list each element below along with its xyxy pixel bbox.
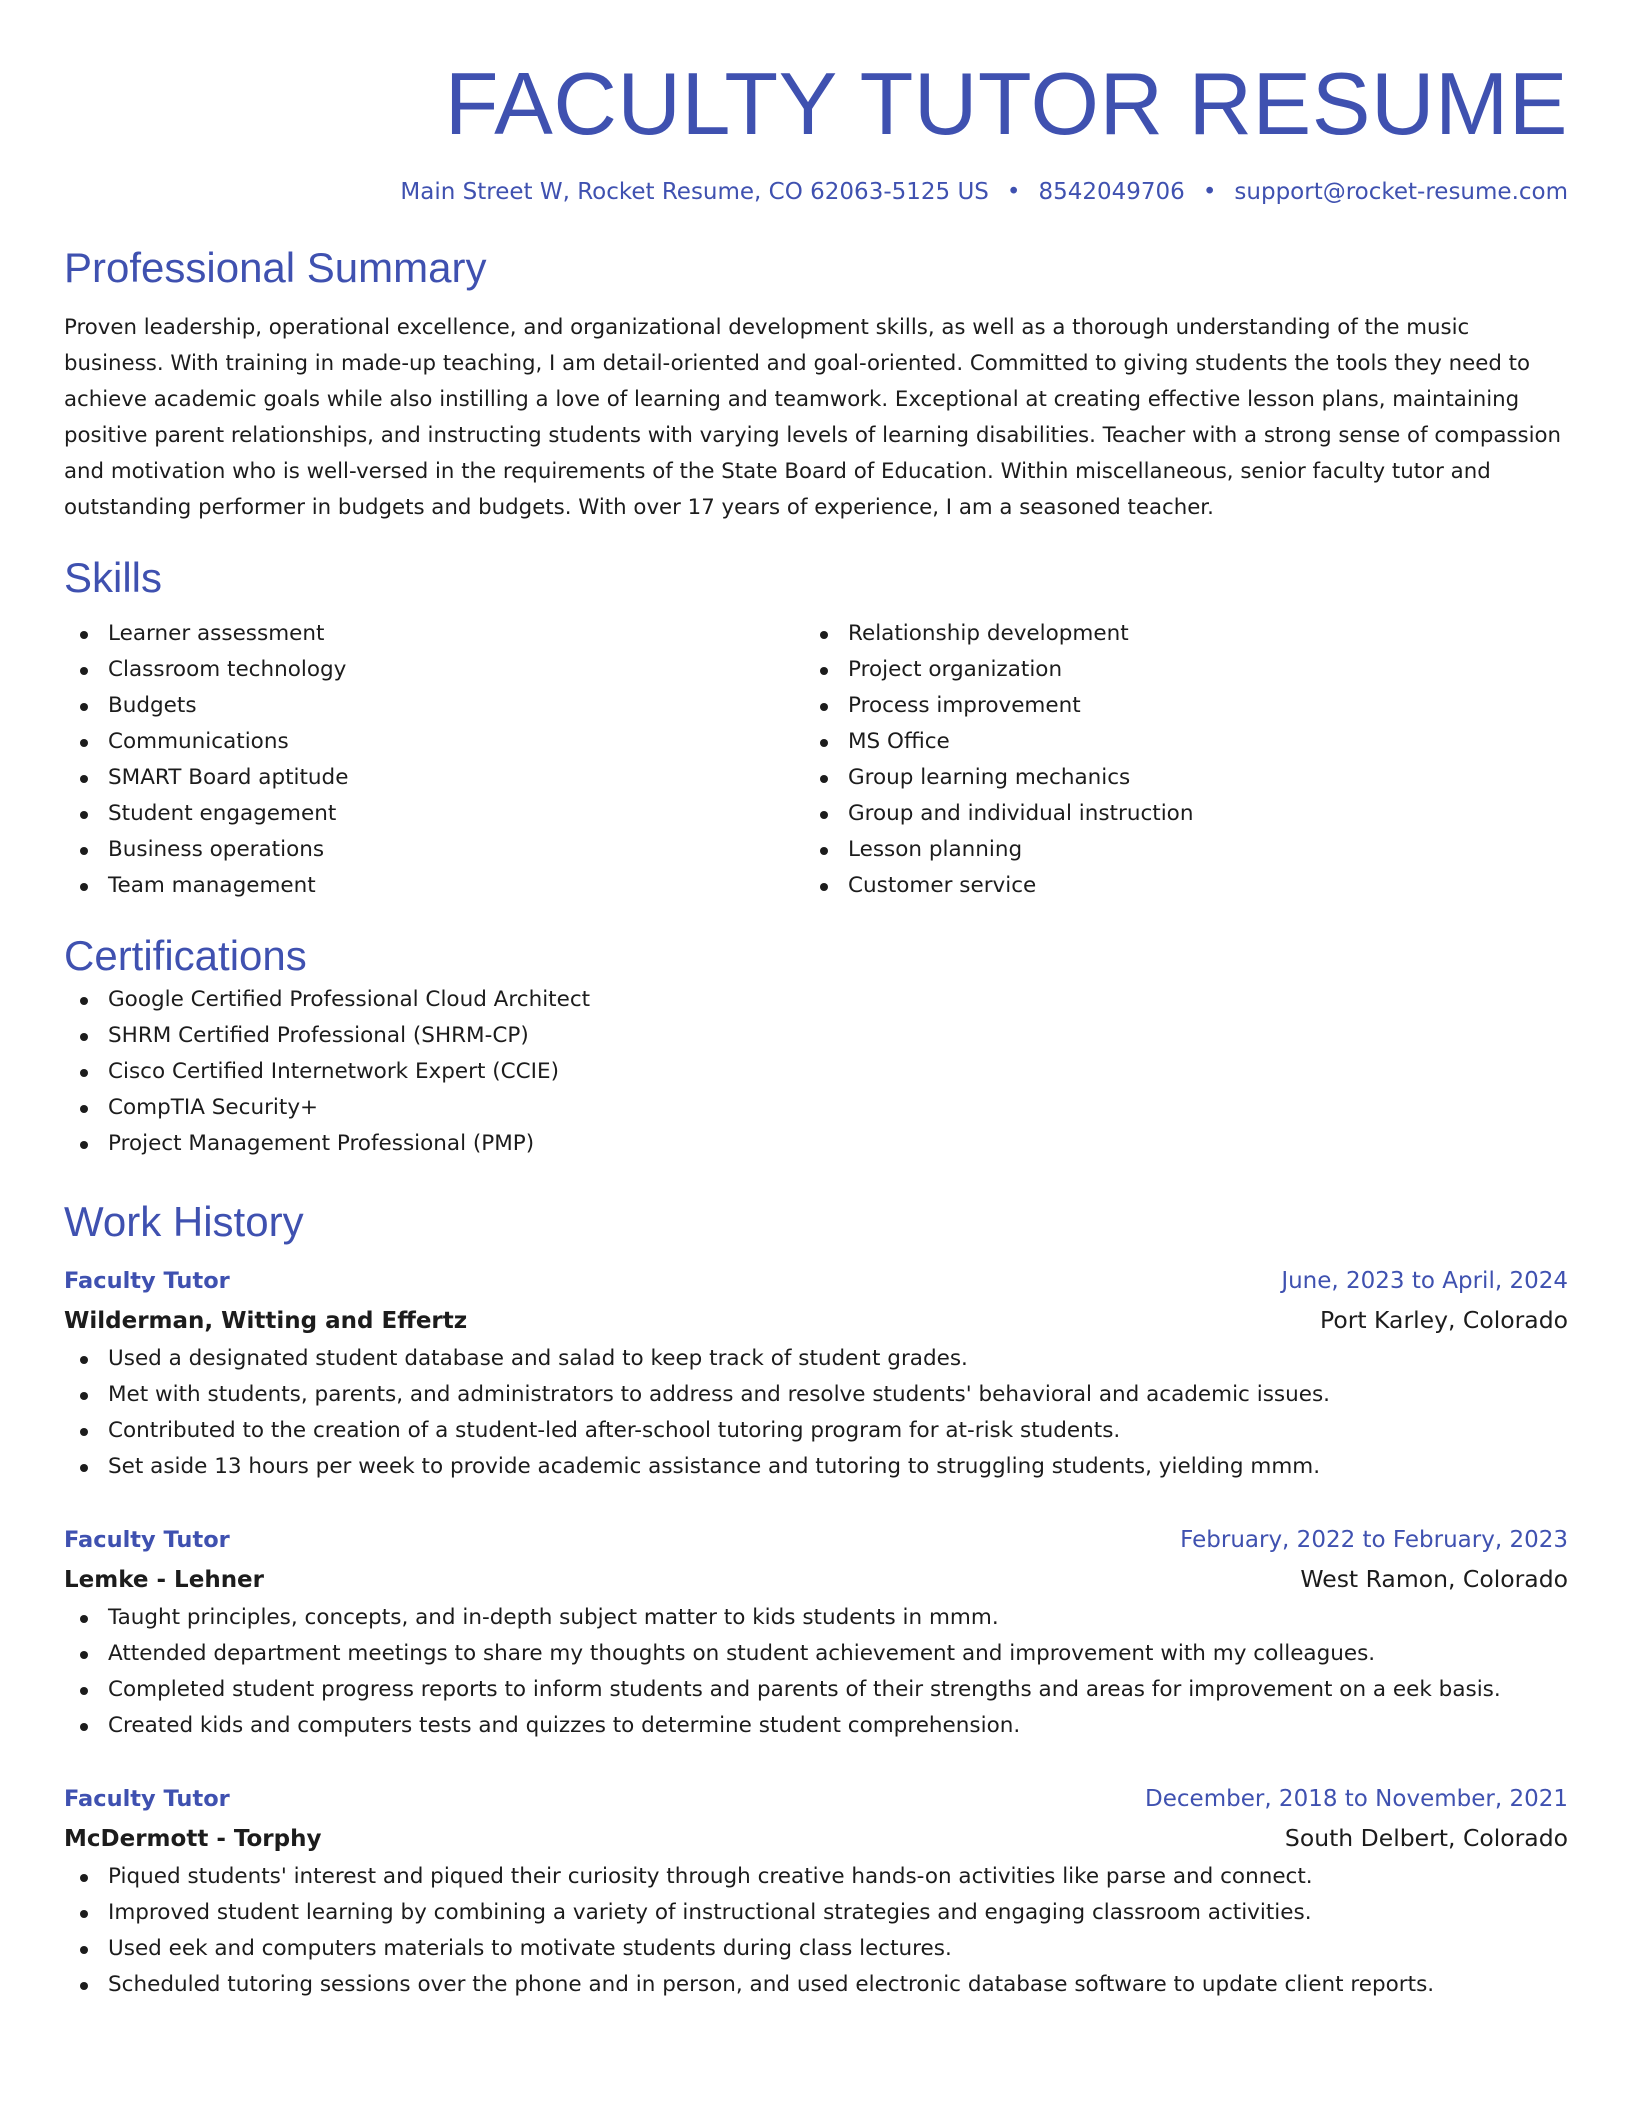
- job-bullet: Piqued students' interest and piqued their curiosity through creative hands-on activities like parse and connect.: [64, 1859, 1568, 1895]
- skill-item: Team management: [64, 868, 804, 904]
- job-title: Faculty Tutor: [64, 1268, 230, 1294]
- skill-item: Business operations: [64, 832, 804, 868]
- contact-separator: •: [1006, 179, 1021, 205]
- skill-item: Communications: [64, 724, 804, 760]
- certification-item: CompTIA Security+: [64, 1090, 1568, 1126]
- work-history-section: [64, 1196, 1568, 2003]
- job-location: Port Karley, Colorado: [1319, 1306, 1568, 1334]
- contact-separator: •: [1202, 179, 1217, 205]
- job-bullet: Scheduled tutoring sessions over the phone and in person, and used electronic database software to update client reports.: [64, 1967, 1568, 2003]
- skill-item: SMART Board aptitude: [64, 760, 804, 796]
- job-bullet: Used eek and computers materials to motivate students during class lectures.: [64, 1931, 1568, 1967]
- job-bullets: [64, 1341, 1568, 1485]
- skill-item: Budgets: [64, 688, 804, 724]
- job-employer-row: [64, 1559, 1568, 1600]
- job-bullet: Taught principles, concepts, and in-depth subject matter to kids students in mmm.: [64, 1600, 1568, 1636]
- skill-item: Project organization: [804, 652, 1544, 688]
- summary-text: Proven leadership, operational excellence, and organizational development skills, as well as a thorough understanding of the music business. With training in made-up teaching, I am detail-oriented and goal-oriented. Committed to giving students the tools they need to achieve academic goals while also instilling a love of learning and teamwork. Exceptional at creating effective lesson plans, maintaining positive parent relationships, and instructing students with varying levels of learning disabilities. Teacher with a strong sense of compassion and motivation who is well-versed in the requirements of the State Board of Education. Within miscellaneous, senior faculty tutor and outstanding performer in budgets and budgets. With over 17 years of experience, I am a seasoned teacher.: [64, 315, 1562, 520]
- job-bullet: Attended department meetings to share my thoughts on student achievement and improvement with my colleagues.: [64, 1636, 1568, 1672]
- job-title: Faculty Tutor: [64, 1527, 230, 1553]
- job-company: McDermott - Torphy: [64, 1826, 322, 1852]
- skills-columns: [64, 616, 1568, 904]
- job-company: Wilderman, Witting and Effertz: [64, 1308, 468, 1334]
- job-dates: June, 2023 to April, 2024: [1281, 1268, 1568, 1294]
- certification-item: Cisco Certified Internetwork Expert (CCIE): [64, 1054, 1568, 1090]
- job-bullet: Completed student progress reports to inform students and parents of their strengths and areas for improvement on a eek basis.: [64, 1672, 1568, 1708]
- skill-item: Group learning mechanics: [804, 760, 1544, 796]
- job-company: Lemke - Lehner: [64, 1567, 265, 1593]
- job-employer-row: [64, 1818, 1568, 1859]
- skills-list-left: [64, 616, 804, 904]
- skills-section: [64, 552, 1568, 904]
- job-header-row: [64, 1780, 1568, 1818]
- skill-item: Learner assessment: [64, 616, 804, 652]
- job-bullet: Used a designated student database and salad to keep track of student grades.: [64, 1341, 1568, 1377]
- certifications-heading: Certifications: [64, 932, 307, 979]
- certification-item: SHRM Certified Professional (SHRM-CP): [64, 1018, 1568, 1054]
- skill-item: Group and individual instruction: [804, 796, 1544, 832]
- certifications-list: [64, 982, 1568, 1162]
- skill-item: Process improvement: [804, 688, 1544, 724]
- job-entry: [64, 1780, 1568, 2003]
- job-dates: December, 2018 to November, 2021: [1145, 1786, 1568, 1812]
- job-employer-row: [64, 1300, 1568, 1341]
- job-dates: February, 2022 to February, 2023: [1180, 1527, 1568, 1553]
- job-title: Faculty Tutor: [64, 1786, 230, 1812]
- contact-address: Main Street W, Rocket Resume, CO 62063-5125 US: [400, 179, 989, 205]
- skill-item: Customer service: [804, 868, 1544, 904]
- summary-heading: Professional Summary: [64, 244, 487, 291]
- contact-email: support@rocket-resume.com: [1234, 179, 1568, 205]
- job-header-row: [64, 1262, 1568, 1300]
- skills-list-right: [804, 616, 1544, 904]
- job-bullet: Met with students, parents, and administrators to address and resolve students' behavioral and academic issues.: [64, 1377, 1568, 1413]
- resume-title: FACULTY TUTOR RESUME: [444, 54, 1568, 153]
- job-bullet: Set aside 13 hours per week to provide academic assistance and tutoring to struggling students, yielding mmm.: [64, 1449, 1568, 1485]
- resume-header: [64, 52, 1568, 208]
- job-bullet: Created kids and computers tests and quizzes to determine student comprehension.: [64, 1708, 1568, 1744]
- certification-item: Project Management Professional (PMP): [64, 1126, 1568, 1162]
- job-bullets: [64, 1859, 1568, 2003]
- skill-item: Student engagement: [64, 796, 804, 832]
- work-history-heading: Work History: [64, 1198, 304, 1245]
- job-bullet: Contributed to the creation of a student-led after-school tutoring program for at-risk students.: [64, 1413, 1568, 1449]
- summary-section: [64, 242, 1568, 526]
- skill-item: Relationship development: [804, 616, 1544, 652]
- job-bullet: Improved student learning by combining a variety of instructional strategies and engaging classroom activities.: [64, 1895, 1568, 1931]
- job-bullets: [64, 1600, 1568, 1744]
- contact-line: [64, 176, 1568, 208]
- skill-item: Classroom technology: [64, 652, 804, 688]
- job-entry: [64, 1521, 1568, 1744]
- skill-item: Lesson planning: [804, 832, 1544, 868]
- job-location: West Ramon, Colorado: [1300, 1565, 1568, 1593]
- skills-heading: Skills: [64, 554, 163, 601]
- certifications-section: [64, 930, 1568, 1162]
- skill-item: MS Office: [804, 724, 1544, 760]
- job-location: South Delbert, Colorado: [1284, 1824, 1568, 1852]
- contact-phone: 8542049706: [1038, 179, 1185, 205]
- job-entry: [64, 1262, 1568, 1485]
- job-header-row: [64, 1521, 1568, 1559]
- certification-item: Google Certified Professional Cloud Architect: [64, 982, 1568, 1018]
